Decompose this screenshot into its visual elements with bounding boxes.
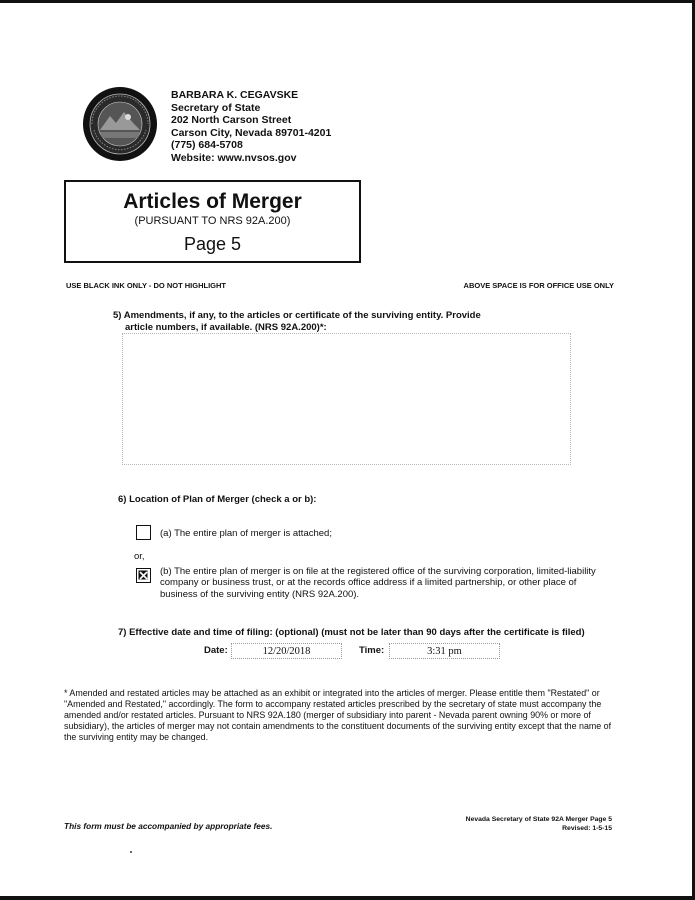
scan-edge-top bbox=[0, 0, 695, 3]
office-use-note: ABOVE SPACE IS FOR OFFICE USE ONLY bbox=[463, 281, 614, 290]
office-phone: (775) 684-5708 bbox=[171, 139, 243, 152]
secretary-office: Secretary of State bbox=[171, 101, 261, 114]
restated-articles-footnote: * Amended and restated articles may be attached as an exhibit or integrated into the articles of merger. Please entitle them "Restated" or "Amended and Restated," accordingly. The form to accompany restated articles prescribed by the secretary of state must accompany the amended and/or restated articles. Pursuant to NRS 92A.180 (merger of subsidiary into parent - Nevada parent owning 90% or more of subsidiary), the articles of merger may not contain amendments to the constituent documents of the surviving entity except that the name of the surviving entity may be changed. bbox=[64, 688, 612, 742]
office-street: 202 North Carson Street bbox=[171, 114, 292, 127]
scan-edge-bottom bbox=[0, 896, 695, 900]
date-label: Date: bbox=[204, 645, 228, 656]
time-label: Time: bbox=[359, 645, 385, 656]
scan-speck bbox=[130, 851, 132, 853]
plan-on-file-checkbox[interactable] bbox=[136, 568, 151, 583]
checkbox-x-icon bbox=[137, 569, 152, 584]
plan-attached-label: (a) The entire plan of merger is attached; bbox=[160, 528, 332, 539]
plan-attached-checkbox[interactable] bbox=[136, 525, 151, 540]
or-label: or, bbox=[134, 551, 145, 562]
section-5-heading-line2: article numbers, if available. (NRS 92A.200)*: bbox=[125, 321, 327, 333]
plan-on-file-label: (b) The entire plan of merger is on file at the registered office of the surviving corporation, limited-liability company or business trust, or at the records office address if a limited partnership, or other place of business of the surviving entity (NRS 92A.200). bbox=[160, 566, 596, 600]
document-subtitle: (PURSUANT TO NRS 92A.200) bbox=[134, 215, 291, 227]
effective-date-field[interactable]: 12/20/2018 bbox=[231, 643, 342, 659]
office-website: Website: www.nvsos.gov bbox=[171, 151, 297, 164]
secretary-name: BARBARA K. CEGAVSKE bbox=[171, 89, 299, 101]
title-box bbox=[64, 180, 361, 263]
form-id: Nevada Secretary of State 92A Merger Page 5 bbox=[465, 816, 612, 823]
amendments-field[interactable] bbox=[122, 333, 571, 465]
office-city: Carson City, Nevada 89701-4201 bbox=[171, 126, 332, 139]
section-5-heading-line1: 5) Amendments, if any, to the articles or certificate of the surviving entity. Provide bbox=[113, 310, 481, 321]
nevada-state-seal-icon bbox=[82, 86, 158, 162]
form-identifier bbox=[466, 816, 612, 833]
section-6-heading: 6) Location of Plan of Merger (check a or b): bbox=[118, 494, 317, 505]
section-7-heading: 7) Effective date and time of filing: (optional) (must not be later than 90 days after the certificate is filed) bbox=[118, 627, 585, 638]
section-5-heading bbox=[113, 310, 553, 333]
form-revised: Revised: 1-5-15 bbox=[562, 824, 612, 832]
document-title: Articles of Merger bbox=[123, 190, 302, 213]
fees-note: This form must be accompanied by appropriate fees. bbox=[64, 821, 273, 831]
secretary-of-state-header bbox=[171, 89, 331, 165]
page-label: Page 5 bbox=[183, 234, 242, 254]
effective-time-field[interactable]: 3:31 pm bbox=[389, 643, 500, 659]
ink-instruction: USE BLACK INK ONLY - DO NOT HIGHLIGHT bbox=[66, 281, 227, 290]
